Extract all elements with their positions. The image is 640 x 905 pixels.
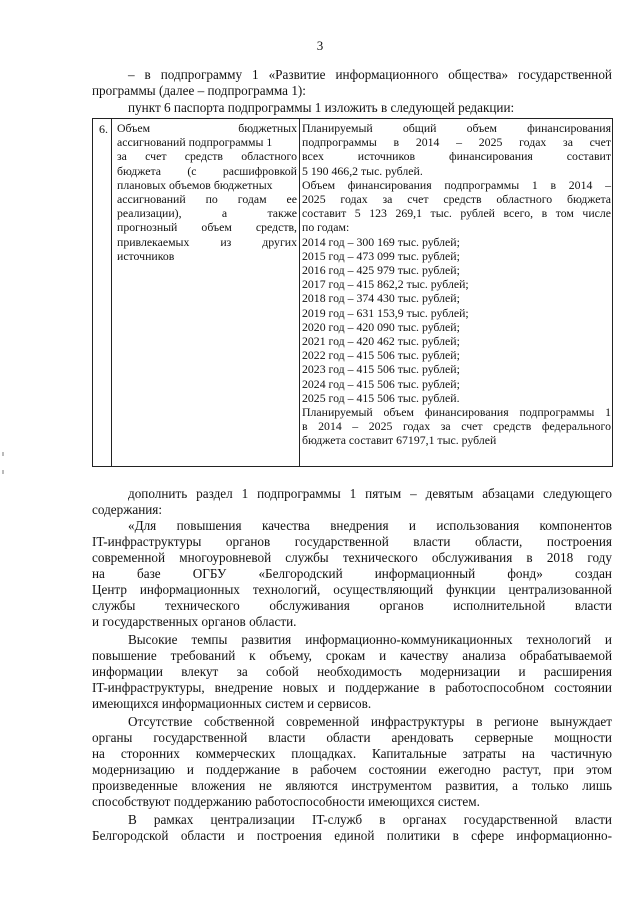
year-line: 2020 год – 420 090 тыс. рублей;: [302, 319, 460, 334]
body-line: «Для повышения качества внедрения и использования компонентов: [128, 518, 612, 533]
body-line: современной многоуровневой службы технического обслуживания в 2018 году: [92, 550, 612, 565]
value-line: всех источников финансирования составит: [302, 149, 611, 164]
value-line: 2025 годах за счет средств областного бюджета: [302, 192, 611, 206]
body-line: повышение требований к объему, срокам и качеству анализа обрабатываемой: [92, 648, 612, 663]
body-line: Центр информационных технологий, осуществляющий функции централизованной: [92, 582, 612, 597]
intro-line-2: программы (далее – подпрограмма 1):: [92, 83, 306, 98]
body-line: модернизацию и поддержание в рабочем состоянии ежегодно растут, при этом: [92, 762, 612, 777]
scan-mark: [2, 452, 4, 456]
year-line: 2019 год – 631 153,9 тыс. рублей;: [302, 305, 469, 320]
value-line: Объем финансирования подпрограммы 1 в 2014 –: [302, 177, 611, 192]
value-line: в 2014 – 2025 годах за счет средств федерального: [302, 419, 611, 434]
body-line: дополнить раздел 1 подпрограммы 1 пятым – девятым абзацами следующего: [128, 486, 612, 501]
value-line: по годам:: [302, 220, 350, 235]
intro-line-1: – в подпрограмму 1 «Развитие информационного общества» государственной: [128, 67, 612, 82]
value-line: составит 5 123 269,1 тыс. рублей всего, в том числе: [302, 206, 611, 221]
body-line: органы государственной власти области арендовать серверные мощности: [92, 730, 612, 745]
table-column-divider: [299, 119, 300, 466]
value-line: Планируемый объем финансирования подпрограммы 1: [302, 405, 611, 419]
year-line: 2023 год – 415 506 тыс. рублей;: [302, 362, 460, 377]
year-line: 2025 год – 415 506 тыс. рублей.: [302, 390, 460, 405]
year-line: 2024 год – 415 506 тыс. рублей;: [302, 376, 460, 391]
scan-mark: [2, 470, 4, 474]
label-line: привлекаемых из других: [117, 234, 297, 249]
page-number: 3: [316, 38, 324, 53]
body-line: IT-инфраструктуры, внедрение новых и поддержание в работоспособном состоянии: [92, 680, 612, 695]
label-line: ассигнований по годам ее: [117, 192, 297, 206]
label-line: плановых объемов бюджетных: [117, 177, 273, 192]
table-column-divider: [111, 119, 112, 466]
label-line: ассигнований подпрограммы 1: [117, 135, 273, 150]
body-line: Высокие темпы развития информационно-коммуникационных технологий и: [128, 632, 612, 647]
body-line: способствуют поддержанию работоспособности имеющихся систем.: [92, 794, 480, 809]
table-row-number: 6.: [99, 122, 108, 136]
intro-line-3: пункт 6 паспорта подпрограммы 1 изложить в следующей редакции:: [128, 100, 515, 115]
body-line: службы технического обслуживания органов исполнительной власти: [92, 598, 612, 613]
body-line: IT-инфраструктуры органов государственной власти области, построения: [92, 534, 612, 549]
body-line: и государственных органов области.: [92, 614, 297, 629]
label-line: прогнозный объем средств,: [117, 220, 297, 235]
year-line: 2014 год – 300 169 тыс. рублей;: [302, 234, 460, 249]
body-line: произведенные вложения не являются инструментом развития, а только лишь: [92, 778, 612, 793]
year-line: 2021 год – 420 462 тыс. рублей;: [302, 334, 460, 348]
body-line: содержания:: [92, 502, 163, 517]
body-line: на сторонних коммерческих площадках. Капитальные затраты на частичную: [92, 746, 612, 761]
body-line: имеющихся информационных систем и сервисов.: [92, 696, 372, 711]
body-line: на базе ОГБУ «Белгородский информационный фонд» создан: [92, 566, 612, 581]
label-line: бюджета (с расшифровкой: [117, 163, 297, 178]
passport-table: [92, 118, 613, 467]
label-line: за счет средств областного: [117, 149, 297, 164]
value-line: 5 190 466,2 тыс. рублей.: [302, 163, 423, 178]
body-line: Отсутствие собственной современной инфраструктуры в регионе вынуждает: [128, 714, 612, 729]
value-line: Планируемый общий объем финансирования: [302, 121, 611, 135]
body-line: В рамках централизации IT-служб в органах государственной власти: [128, 812, 612, 827]
year-line: 2022 год – 415 506 тыс. рублей;: [302, 348, 460, 363]
year-line: 2016 год – 425 979 тыс. рублей;: [302, 263, 460, 277]
year-line: 2018 год – 374 430 тыс. рублей;: [302, 291, 460, 306]
label-line: реализации), а также: [117, 206, 297, 221]
value-line: бюджета составит 67197,1 тыс. рублей: [302, 433, 497, 448]
body-line: информации влекут за собой необходимость модернизации и расширения: [92, 664, 612, 679]
year-line: 2017 год – 415 862,2 тыс. рублей;: [302, 277, 469, 292]
body-line: Белгородской области и построения единой политики в сфере информационно-: [92, 828, 612, 843]
label-line: Объем бюджетных: [117, 121, 297, 135]
value-line: подпрограммы в 2014 – 2025 годах за счет: [302, 135, 611, 150]
year-line: 2015 год – 473 099 тыс. рублей;: [302, 248, 460, 263]
label-line: источников: [117, 248, 175, 263]
